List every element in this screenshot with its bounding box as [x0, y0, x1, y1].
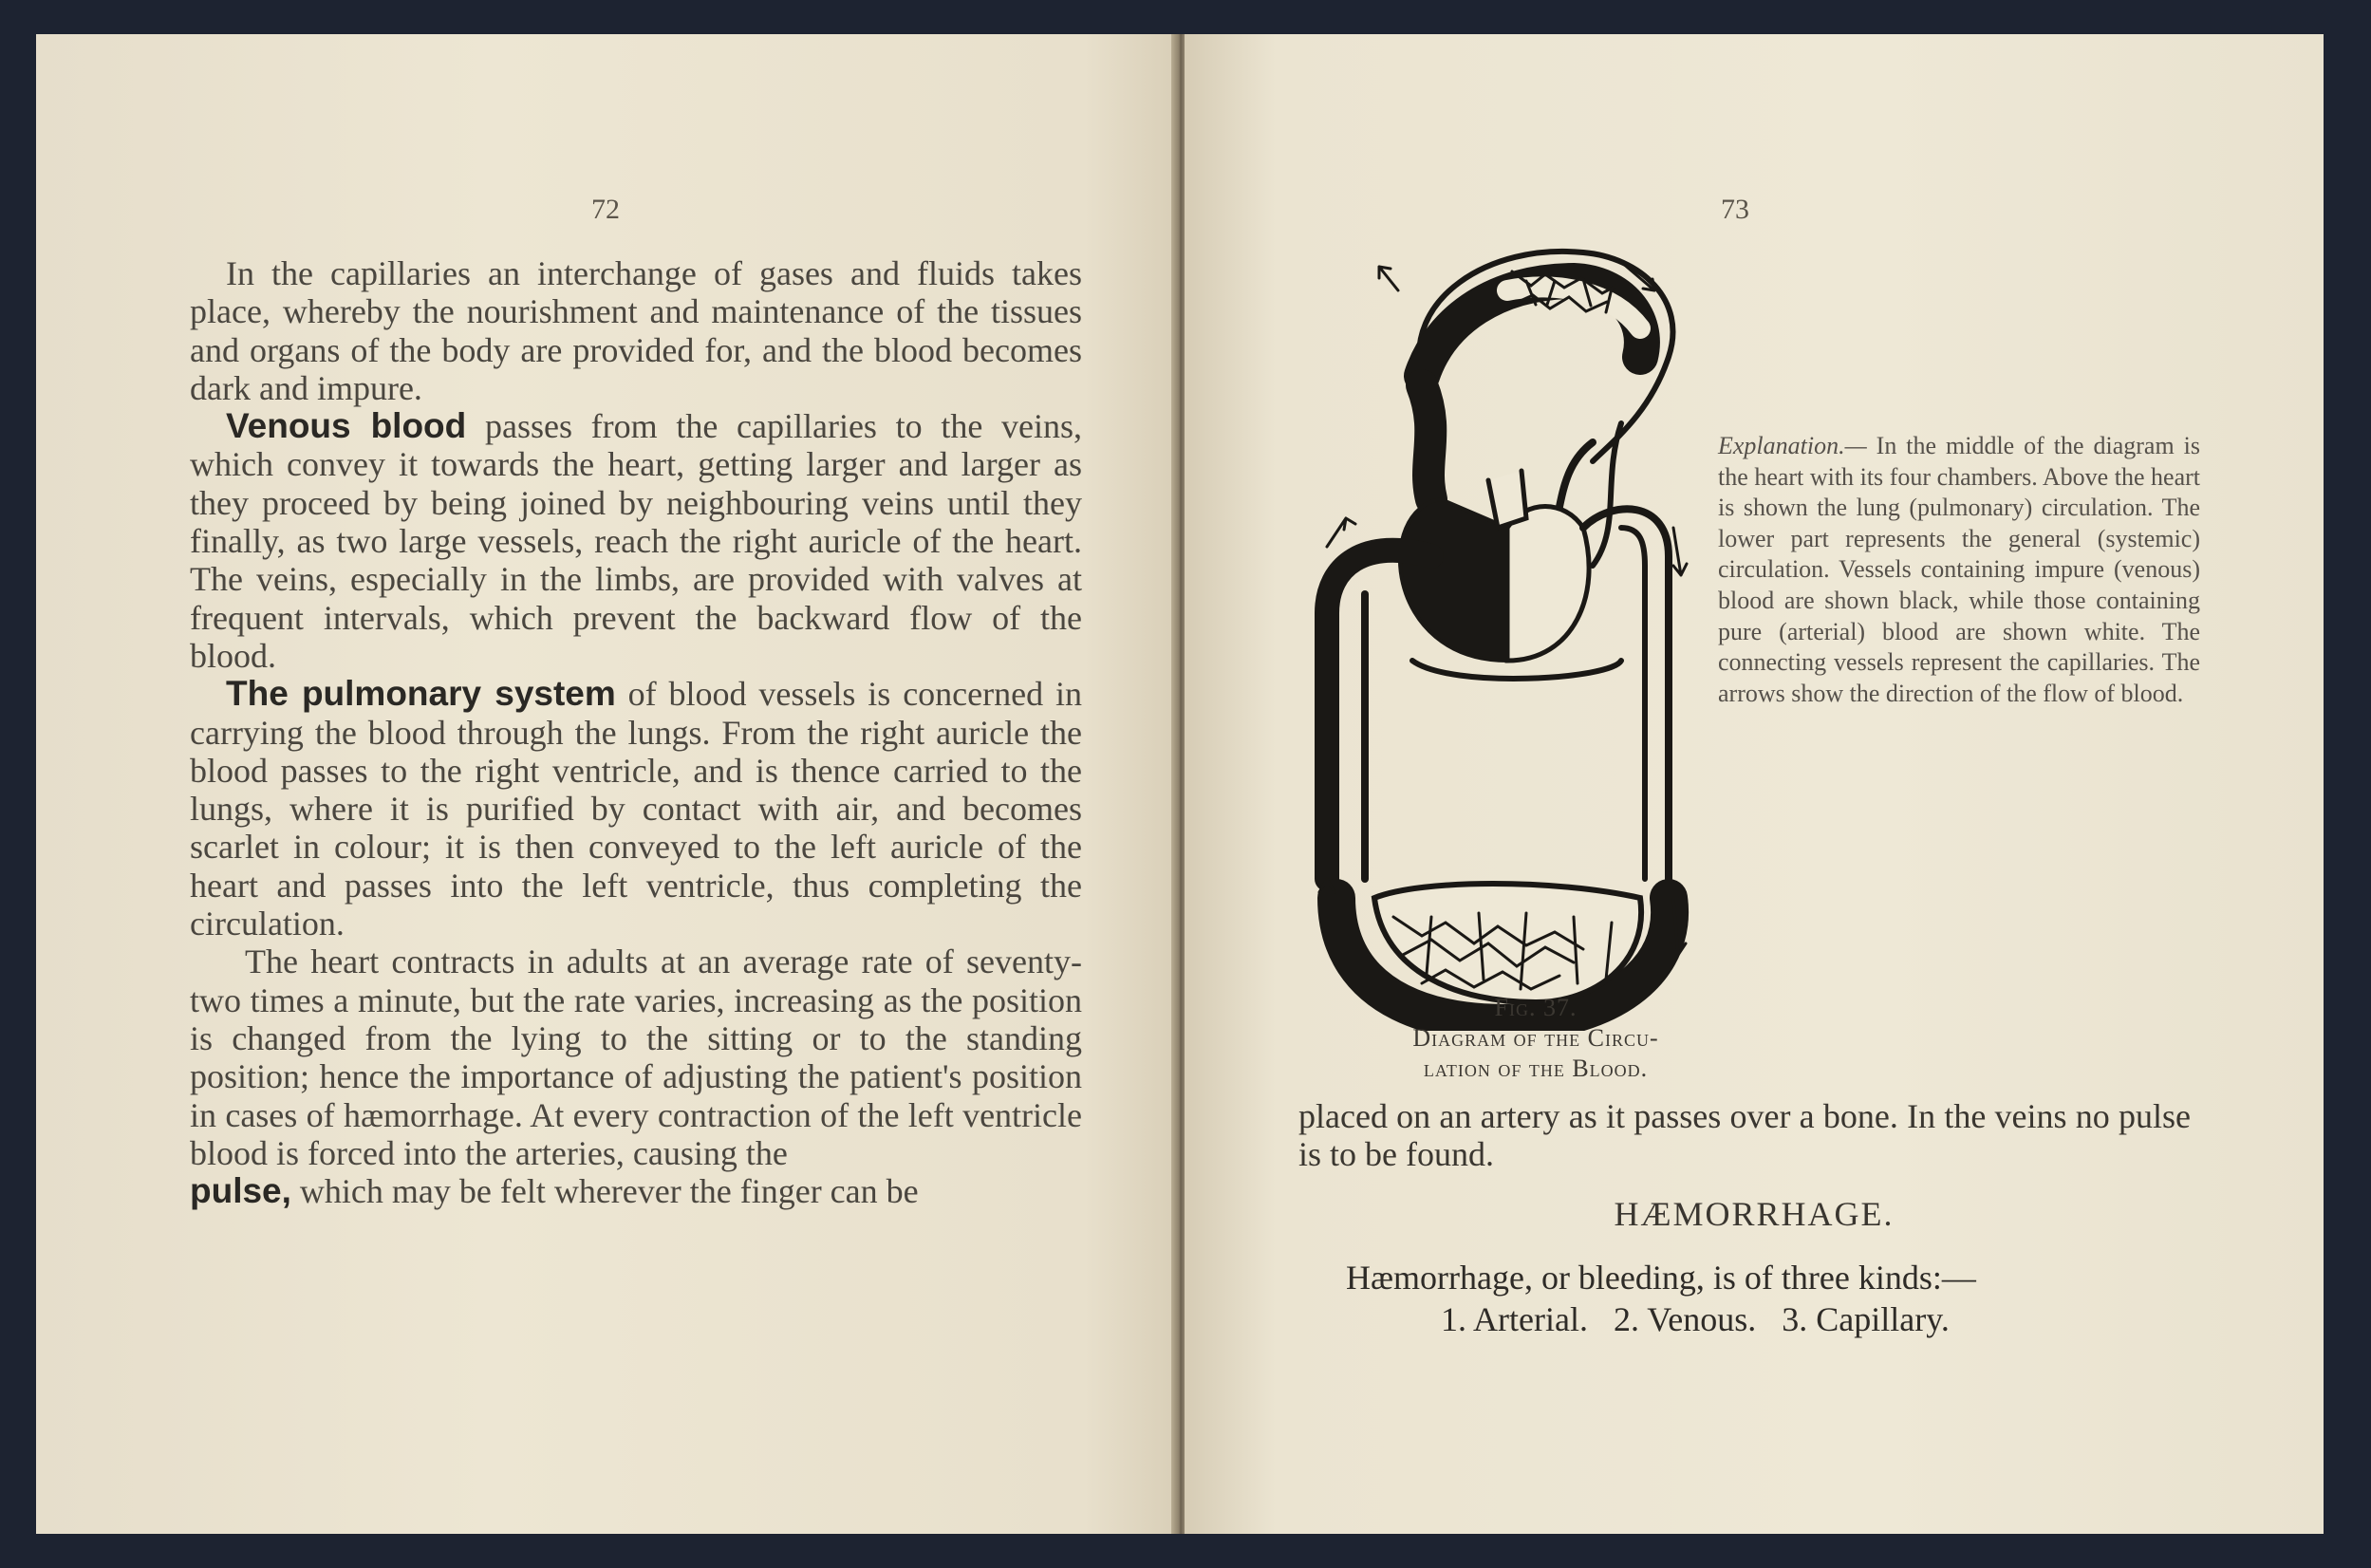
right-page: [1185, 34, 2324, 1534]
paragraph-text: passes from the capillaries to the veins, which convey it towards the heart, getting larger and larger as they proceed by being joined by neighbouring veins until they finally, as two large vessels, reach the right auricle of the heart. The veins, especially in the limbs, are provided with valves at frequent intervals, which prevent the backward flow of the blood.: [190, 407, 1082, 675]
section-list: 1. Arterial. 2. Venous. 3. Capillary.: [1441, 1300, 1950, 1338]
section-intro: Hæmorrhage, or bleeding, is of three kinds:—: [1346, 1259, 1976, 1297]
left-page: [36, 34, 1175, 1534]
paragraph-heading: The pulmonary system: [226, 674, 616, 714]
paragraph: [190, 943, 1082, 1172]
explanation-lead: Explanation.—: [1718, 432, 1867, 459]
paragraph-text: The heart contracts in adults at an average rate of seventy-two times a minute, but the rate varies, increasing as the position is changed from the lying to the sitting or to the standing position; hence the importance of adjusting the patient's position in cases of hæmorrhage. At every contraction of the left ventricle blood is forced into the arteries, causing the: [190, 943, 1082, 1172]
paragraph-heading: pulse,: [190, 1171, 291, 1211]
body-text: [190, 254, 1082, 1210]
caption-line: Diagram of the Circu-: [1412, 1024, 1659, 1052]
caption-line: lation of the Blood.: [1423, 1055, 1649, 1082]
figure-caption: [1298, 993, 1773, 1084]
section-title: HÆMORRHAGE.: [1614, 1195, 1895, 1233]
paragraph-text: In the capillaries an interchange of gases and fluids takes place, whereby the nourishment and maintenance of the tissues and organs of the body are provided for, and the blood becomes dark and impure.: [190, 254, 1082, 407]
paragraph: [190, 407, 1082, 675]
heart-venous-side: [1400, 499, 1507, 661]
continued-text: [1298, 1097, 2191, 1173]
paragraph: placed on an artery as it passes over a bone. In the veins no pulse is to be found.: [1298, 1097, 2191, 1173]
paragraph-text: of blood vessels is concerned in carrying the blood through the lungs. From the right auricle the blood passes to the right ventricle, and is thence carried to the lungs, where it is purified by contact with air, and becomes scarlet in colour; it is then conveyed to the left auricle of the heart and passes into the left ventricle, thus completing the circulation.: [190, 675, 1082, 943]
pulmonary-vein: [1422, 385, 1431, 499]
heart-arterial-side: [1507, 507, 1589, 662]
section-body: [1346, 1257, 2200, 1340]
paragraph-text: which may be felt wherever the finger can be: [290, 1172, 919, 1211]
paragraph: [190, 675, 1082, 943]
figure-label: Fig. 37.: [1494, 994, 1578, 1021]
page-number: 72: [591, 194, 620, 225]
paragraph: [190, 254, 1082, 407]
open-book: [36, 34, 2324, 1534]
explanation-text: In the middle of the diagram is the heart with its four chambers. Above the heart is shown the lung (pulmonary) circulation. The lower part represents the general (systemic) circulation. Vessels containing impure (venous) blood are shown black, while those containing pure (arterial) blood are shown white. The connecting vessels represent the capillaries. The arrows show the direction of the flow of blood.: [1718, 432, 2200, 707]
circulation-diagram: [1308, 215, 1707, 1031]
page-number: 73: [1721, 194, 1749, 225]
paragraph: [190, 1172, 1082, 1210]
paragraph-heading: Venous blood: [226, 406, 467, 446]
figure-explanation: [1718, 431, 2200, 709]
